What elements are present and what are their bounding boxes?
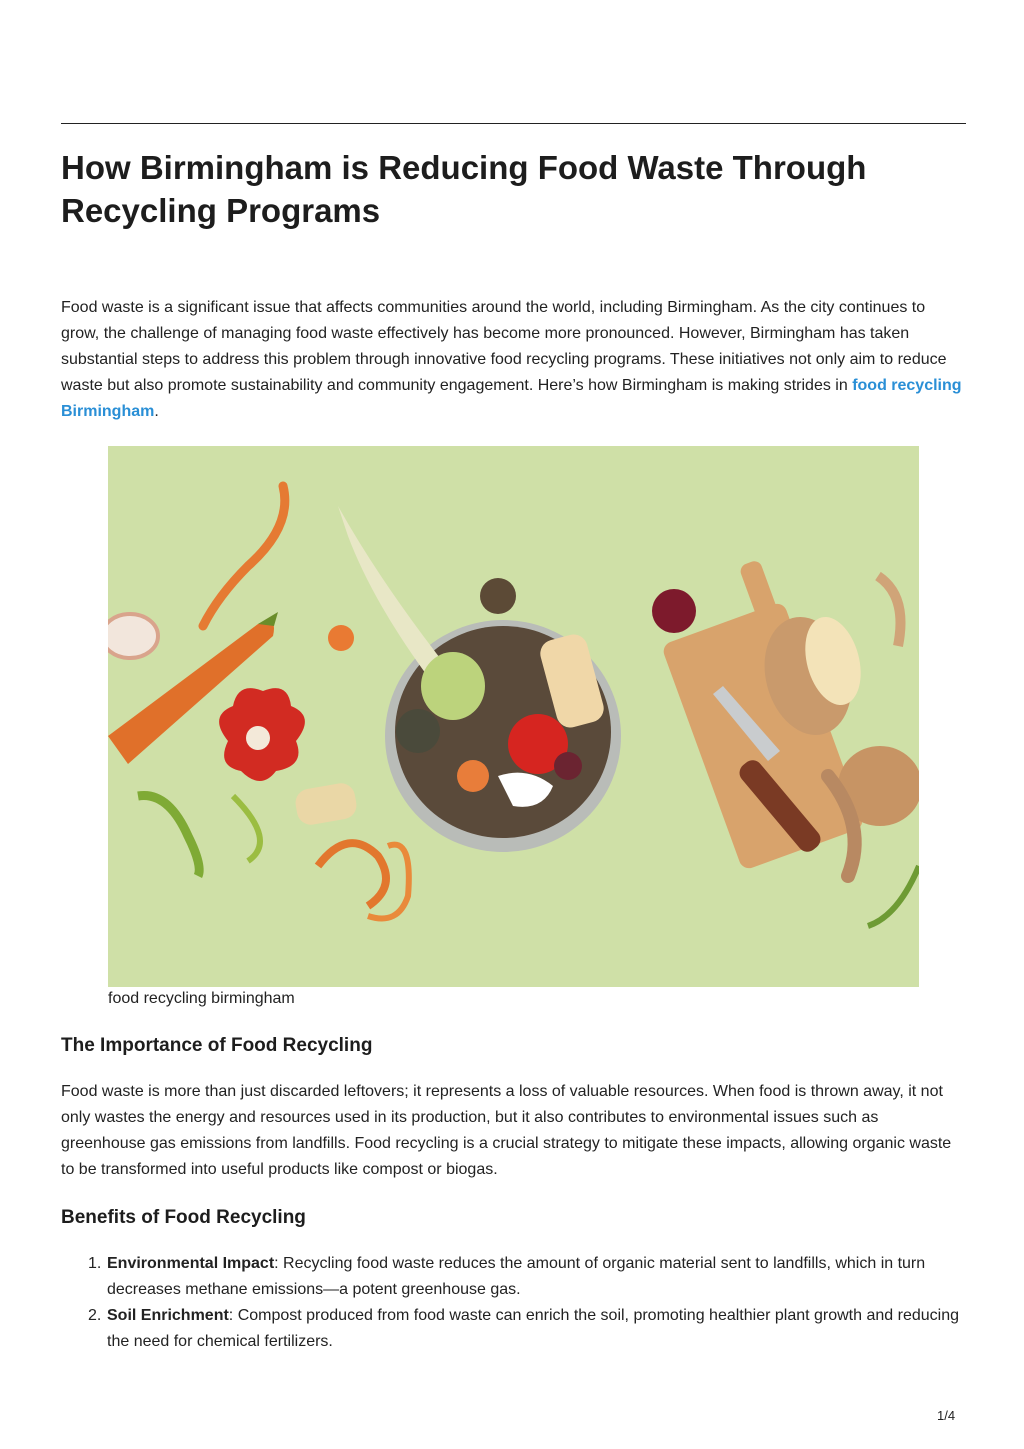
benefits-list [61, 1251, 966, 1355]
list-text: : Recycling food waste reduces the amount of organic material sent to landfills, which in turn decreases methane emissions—a potent greenhouse gas. [107, 1255, 926, 1298]
list-number: 2. [88, 1307, 102, 1324]
header-rule [61, 123, 966, 124]
list-term: Soil Enrichment [107, 1307, 229, 1324]
article-title: How Birmingham is Reducing Food Waste Through Recycling Programs [61, 149, 867, 229]
page-number: 1/4 [937, 1408, 956, 1423]
list-term: Environmental Impact [107, 1255, 275, 1272]
intro-paragraph [61, 295, 966, 425]
food-scraps-photo [108, 446, 919, 987]
food-recycling-link[interactable]: food recycling Birmingham [61, 377, 962, 420]
list-text: : Compost produced from food waste can enrich the soil, promoting healthier plant growth and reducing the need for chemical fertilizers. [107, 1307, 959, 1350]
list-item [61, 1303, 966, 1355]
intro-after-link: . [154, 403, 159, 420]
list-number: 1. [88, 1255, 102, 1272]
importance-paragraph: Food waste is more than just discarded leftovers; it represents a loss of valuable resources. When food is thrown away, it not only wastes the energy and resources used in its production, but it also contributes to environmental issues such as greenhouse gas emissions from landfills. Food recycling is a crucial strategy to mitigate these impacts, allowing organic waste to be transformed into useful products like compost or biogas. [61, 1083, 952, 1178]
intro-text: Food waste is a significant issue that affects communities around the world, including Birmingham. As the city continues to grow, the challenge of managing food waste effectively has become more pronounced. However, Birmingham has taken substantial steps to address this problem through innovative food recycling programs. These initiatives not only aim to reduce waste but also promote sustainability and community engagement. Here’s how Birmingham is making strides in [61, 299, 947, 394]
list-item [61, 1251, 966, 1303]
importance-heading: The Importance of Food Recycling [61, 1035, 373, 1056]
benefits-heading: Benefits of Food Recycling [61, 1207, 306, 1228]
figure-caption: food recycling birmingham [108, 990, 295, 1007]
